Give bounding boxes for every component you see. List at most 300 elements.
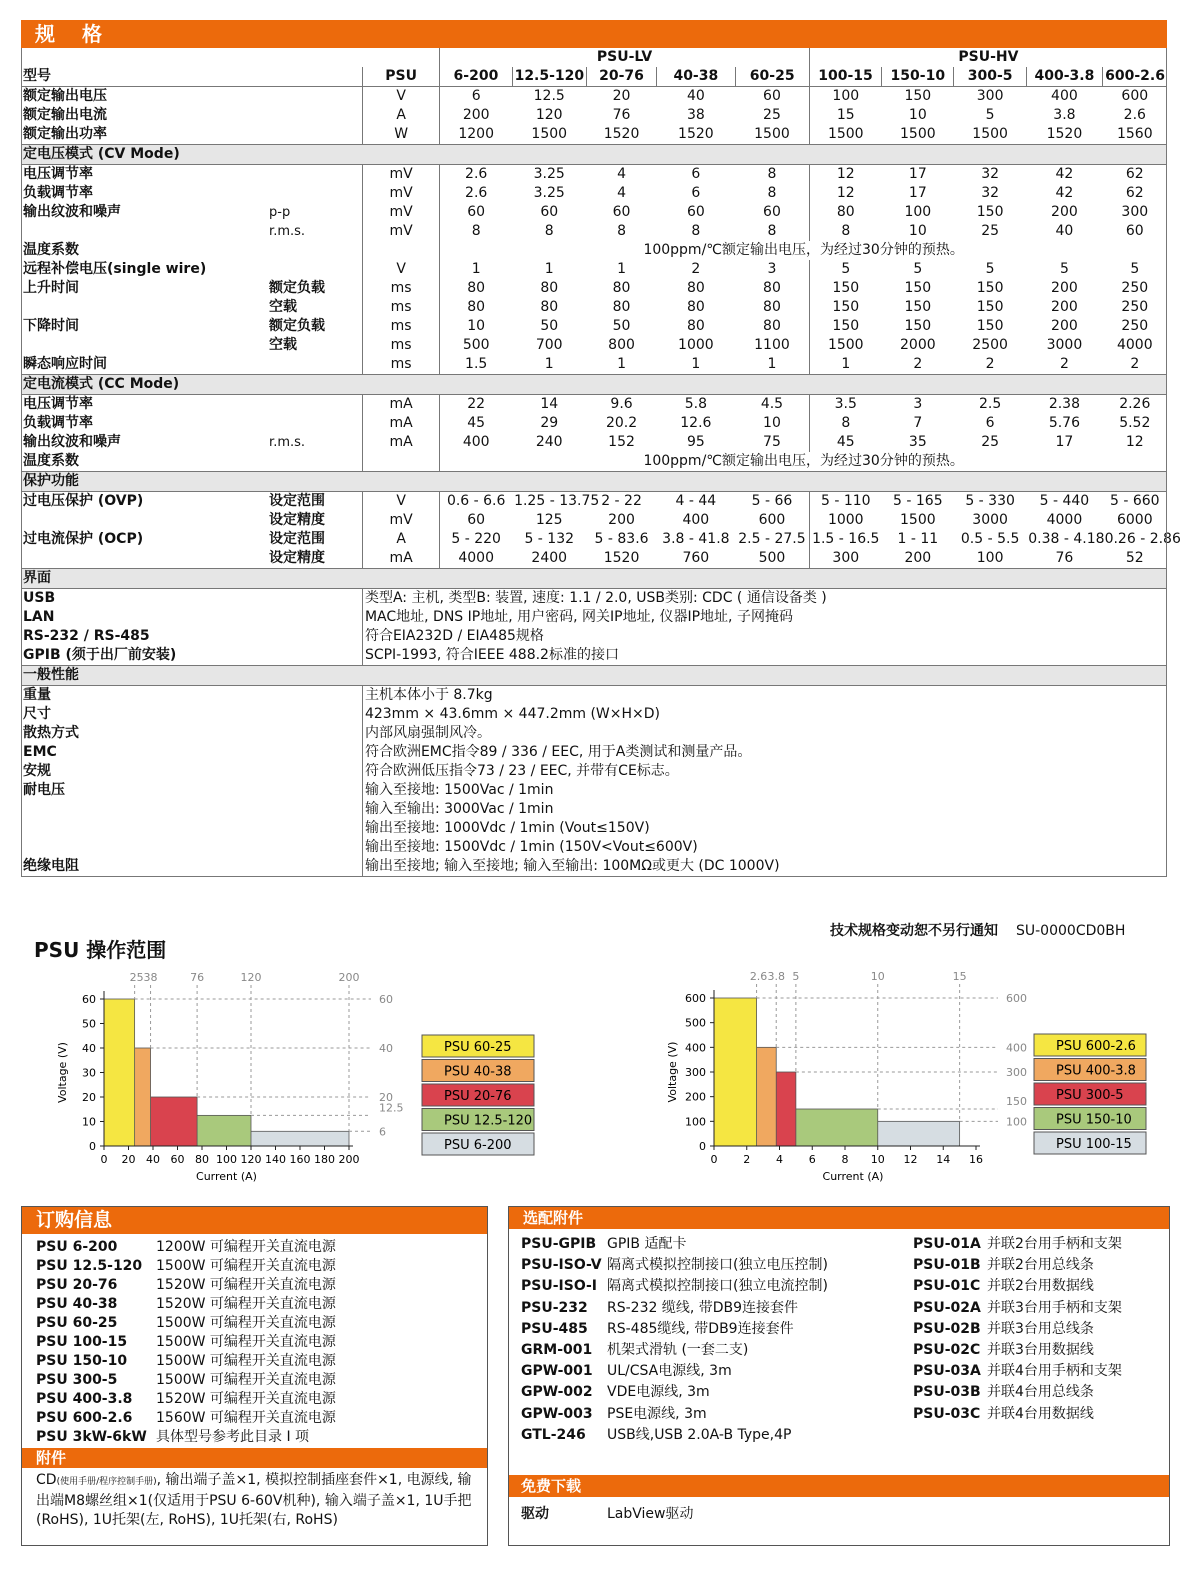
model-name: 600-2.6 [1103, 67, 1167, 87]
row-value: 4000 [1046, 512, 1083, 528]
row-label: EMC [23, 744, 57, 760]
row-text: 输出至接地: 1000Vdc / 1min (Vout≤150V) [362, 819, 1167, 838]
legend-label: PSU 40-38 [444, 1064, 512, 1080]
cv-row [21, 355, 1167, 375]
row-value: 250 [1121, 318, 1149, 334]
row-sub: p-p [269, 205, 291, 220]
download-title: 免费下载 [509, 1475, 1169, 1497]
model-label: 型号 [21, 67, 267, 87]
row-value: 5 - 110 [809, 492, 881, 512]
row-value: 4 - 44 [657, 492, 735, 512]
row-value: 5.52 [1119, 415, 1151, 431]
row-value: 40 [657, 87, 735, 107]
row-unit: A [362, 530, 439, 549]
cv-row [21, 222, 1167, 241]
row-value: 1 [657, 355, 735, 375]
row-value: 200 [608, 512, 635, 528]
row-label: 远程补偿电压(single wire) [23, 261, 207, 277]
spec-table [21, 48, 1181, 877]
row-value: 80 [809, 203, 881, 222]
row-value: 10 [440, 317, 512, 336]
row-value: 300 [954, 87, 1026, 107]
row-value: 4 [586, 165, 656, 185]
row-value: 17 [908, 185, 927, 201]
row-value: 12.5 [512, 87, 586, 107]
row-unit: mV [362, 203, 439, 222]
row-label: 重量 [21, 686, 362, 706]
row-text: 输入至接地: 1500Vac / 1min [362, 781, 1167, 800]
row-value: 5 - 440 [1026, 492, 1102, 512]
row-value: 150 [976, 204, 1004, 220]
row-value: 1500 [954, 125, 1026, 145]
row-value: 1 [617, 261, 626, 277]
row-sub [267, 260, 362, 279]
row-value: 250 [1121, 280, 1149, 296]
row-label [21, 838, 362, 857]
row-value: 2.6 [440, 184, 512, 203]
row-value: 2500 [972, 337, 1008, 353]
option-row [913, 1361, 1122, 1382]
row-label [21, 549, 267, 569]
row-value: 50 [612, 318, 631, 334]
row-unit [362, 241, 439, 260]
row-value: 45 [809, 433, 881, 452]
row-unit: mV [362, 184, 439, 203]
row-value: 150 [904, 280, 932, 296]
row-unit: W [362, 125, 439, 145]
row-value: 76 [612, 107, 631, 123]
option-row [521, 1361, 913, 1382]
options-right [913, 1234, 1122, 1446]
iface-row [21, 608, 1167, 627]
cc-section [21, 375, 1167, 395]
row-value: 1 [512, 355, 586, 375]
row-value: 14 [512, 395, 586, 415]
row-value: 8 [691, 223, 701, 239]
row-label: RS-232 / RS-485 [23, 628, 150, 644]
order-model: PSU 40-38 [36, 1296, 118, 1312]
row-value: 45 [440, 414, 512, 433]
x-tick-label: 10 [870, 1153, 885, 1166]
right-label: 400 [1006, 1041, 1027, 1055]
row-value: 1200 [440, 125, 512, 145]
row-value: 150 [809, 317, 881, 336]
row-value: 5.76 [1048, 415, 1080, 431]
option-desc: 隔离式模拟控制接口(独立电流控制) [607, 1278, 828, 1295]
row-value: 2400 [512, 549, 586, 569]
row-value: 5 [1059, 261, 1069, 277]
option-desc: RS-485缆线, 带DB9连接套件 [607, 1320, 794, 1337]
row-value: 6 [691, 185, 701, 201]
row-label: 上升时间 [23, 280, 79, 296]
row-label: 输出纹波和噪声 [23, 204, 121, 220]
row-value: 20 [586, 87, 656, 107]
row-value: 5 - 83.6 [594, 531, 649, 547]
row-value: 60 [763, 204, 781, 220]
option-model: PSU-GPIB [521, 1236, 597, 1252]
row-value: 25 [763, 107, 781, 123]
row-value: 62 [1125, 185, 1144, 201]
row-value: 32 [981, 185, 1000, 201]
row-value: 12 [809, 184, 881, 203]
order-row [36, 1333, 487, 1352]
model-name: 40-38 [657, 67, 735, 87]
row-sub: r.m.s. [269, 224, 306, 239]
prot-section-title: 保护功能 [21, 472, 1167, 492]
row-value: 2.6 [440, 165, 512, 185]
row-label: 负载调节率 [23, 415, 93, 431]
iface-row [21, 627, 1167, 646]
x-tick-label: 14 [936, 1153, 951, 1166]
row-value: 5 - 132 [524, 531, 575, 547]
prot-row [21, 492, 1167, 512]
row-value: 1 [735, 355, 809, 375]
order-row [36, 1238, 487, 1257]
row-value: 150 [809, 298, 881, 317]
row-value: 10 [908, 223, 927, 239]
row-value: 7 [913, 415, 923, 431]
x-tick-label: 0 [100, 1153, 108, 1166]
row-value: 5 [913, 261, 923, 277]
option-model: GPW-002 [521, 1384, 593, 1401]
legend-label: PSU 60-25 [444, 1040, 512, 1055]
row-unit: mA [362, 433, 439, 452]
option-row [913, 1276, 1122, 1297]
row-value: 80 [763, 318, 781, 334]
acc-cd: CD [36, 1472, 57, 1488]
rated-row [21, 87, 1167, 107]
row-text: MAC地址, DNS IP地址, 用户密码, 网关IP地址, 仪器IP地址, 子网掩码 [362, 608, 1167, 627]
y-axis-title: Voltage (V) [56, 1042, 69, 1103]
row-value: 3.25 [512, 165, 586, 185]
model-name: 150-10 [882, 67, 954, 87]
options-title: 选配附件 [509, 1207, 1169, 1229]
option-desc: 并联4台用总线条 [987, 1384, 1094, 1401]
row-value: 15 [809, 106, 881, 125]
row-value: 60 [540, 204, 559, 220]
row-label: LAN [23, 609, 55, 625]
row-value: 2.26 [1103, 395, 1167, 415]
row-sub: 设定范围 [267, 492, 362, 512]
group-row [21, 48, 1167, 67]
row-sub [267, 414, 362, 433]
row-value: 120 [535, 107, 563, 123]
right-label: 6 [379, 1125, 386, 1139]
row-value: 1520 [586, 125, 656, 145]
row-label: 绝缘电阻 [21, 857, 362, 877]
y-tick-label: 20 [82, 1091, 96, 1104]
y-tick-label: 10 [82, 1115, 96, 1129]
option-model: GPW-003 [521, 1405, 593, 1422]
option-row [913, 1382, 1122, 1403]
row-value: 150 [904, 318, 932, 334]
row-value: 8 [767, 223, 777, 239]
row-text: 符合欧洲低压指令73 / 23 / EEC, 并带有CE标志。 [362, 762, 1167, 781]
row-sub [267, 395, 362, 415]
row-value: 80 [686, 318, 705, 334]
row-sub: 空载 [269, 299, 298, 315]
order-desc: 1560W 可编程开关直流电源 [156, 1410, 336, 1426]
row-label: 散热方式 [23, 725, 79, 741]
option-desc: 机架式滑轨 (一套二支) [607, 1341, 749, 1358]
order-model: PSU 300-5 [36, 1372, 118, 1388]
option-model: PSU-01B [913, 1257, 981, 1274]
row-value: 400 [682, 512, 710, 528]
x-tick-label: 6 [808, 1153, 816, 1166]
rated-row [21, 106, 1167, 125]
option-model: PSU-485 [521, 1320, 588, 1337]
row-value: 80 [686, 299, 705, 315]
group-hv: PSU-HV [809, 48, 1167, 67]
row-value: 400 [440, 433, 512, 452]
row-value: 4000 [440, 549, 512, 569]
row-value: 2 [691, 261, 701, 277]
group-lv: PSU-LV [440, 48, 810, 67]
row-value: 1 - 11 [897, 531, 939, 547]
x-tick-label: 160 [289, 1153, 311, 1166]
row-value: 60 [612, 204, 631, 220]
y-tick-label: 400 [685, 1041, 706, 1055]
right-label: 60 [379, 993, 393, 1006]
row-value: 38 [686, 107, 705, 123]
row-sub: 额定负载 [269, 318, 326, 334]
x-tick-label: 140 [265, 1153, 286, 1166]
option-row [521, 1298, 913, 1319]
psu-label: PSU [362, 67, 439, 87]
cc-row [21, 452, 1167, 472]
top-label: 38 [143, 971, 158, 984]
row-value: 2.5 [954, 395, 1026, 415]
general-row [21, 857, 1167, 877]
row-value: 3000 [1046, 337, 1083, 353]
model-name: 100-15 [809, 67, 881, 87]
download-row [521, 1503, 694, 1523]
row-value: 5 [1130, 261, 1140, 277]
model-row [21, 67, 1167, 87]
row-value: 75 [763, 434, 781, 450]
row-label [21, 800, 362, 819]
top-label: 10 [870, 970, 885, 983]
x-tick-label: 20 [121, 1153, 136, 1166]
row-value: 10 [763, 415, 781, 431]
row-value: 150 [882, 87, 954, 107]
row-value: 40 [1055, 223, 1074, 239]
order-row [36, 1409, 487, 1428]
row-value: 2 [1103, 355, 1167, 375]
row-value: 1500 [900, 512, 936, 528]
row-value: 8 [767, 185, 777, 201]
option-model: PSU-01C [913, 1278, 981, 1295]
model-name: 60-25 [735, 67, 809, 87]
note-text: 技术规格变动恕不另行通知 [830, 923, 998, 939]
row-value: 300 [1121, 204, 1149, 220]
order-row [36, 1257, 487, 1276]
row-value: 12.6 [680, 415, 712, 431]
row-label: 温度系数 [23, 242, 79, 258]
row-label: GPIB (须于出厂前安装) [21, 646, 362, 666]
option-row [913, 1234, 1122, 1255]
download-item: LabView驱动 [607, 1506, 694, 1522]
row-label: 额定输出电压 [21, 87, 267, 107]
row-label: 温度系数 [21, 452, 267, 472]
x-tick-label: 16 [969, 1153, 983, 1166]
order-desc: 1520W 可编程开关直流电源 [156, 1296, 336, 1312]
row-value: 25 [981, 223, 1000, 239]
row-value: 6 [440, 87, 512, 107]
row-value: 80 [763, 280, 781, 296]
row-value: 32 [954, 165, 1026, 185]
option-model: GRM-001 [521, 1341, 593, 1358]
prot-row [21, 511, 1167, 530]
option-desc: GPIB 适配卡 [607, 1236, 687, 1252]
row-value: 25 [981, 434, 1000, 450]
cv-row [21, 279, 1167, 298]
right-label: 100 [1006, 1115, 1027, 1129]
row-value: 3 [882, 395, 954, 415]
row-text: 输出至接地: 1500Vdc / 1min (150V<Vout≤600V) [362, 838, 1167, 857]
row-value: 5.8 [657, 395, 735, 415]
row-value: 80 [440, 298, 512, 317]
order-model: PSU 150-10 [36, 1353, 128, 1369]
general-row [21, 743, 1167, 762]
legend-label: PSU 12.5-120 [444, 1113, 533, 1129]
row-value: 42 [1026, 165, 1102, 185]
general-row [21, 781, 1167, 800]
row-unit: mV [362, 511, 439, 530]
general-row [21, 724, 1167, 743]
row-span: 100ppm/℃额定输出电压，为经过30分钟的预热。 [440, 452, 1167, 472]
order-list [22, 1234, 487, 1447]
order-model: PSU 100-15 [36, 1334, 128, 1350]
general-row [21, 705, 1167, 724]
y-tick-label: 30 [82, 1066, 96, 1080]
option-desc: 并联4台用数据线 [987, 1405, 1094, 1422]
option-desc: 并联2台用总线条 [987, 1257, 1094, 1274]
cv-row [21, 203, 1167, 222]
row-unit: mA [362, 549, 439, 569]
cv-row [21, 336, 1167, 355]
row-value: 5 - 165 [882, 492, 954, 512]
legend-label: PSU 20-76 [444, 1089, 512, 1104]
row-sub [267, 87, 362, 107]
row-value: 1100 [754, 337, 790, 353]
spec-note [830, 920, 1125, 940]
options-left [521, 1234, 913, 1446]
iface-row [21, 589, 1167, 609]
row-unit: mV [362, 165, 439, 185]
row-label: 瞬态响应时间 [21, 355, 267, 375]
row-text: 符合EIA232D / EIA485规格 [362, 627, 1167, 646]
acc-small: (使用手册/程序控制手册) [56, 1477, 157, 1487]
legend-label: PSU 300-5 [1056, 1088, 1124, 1103]
option-desc: 并联4台用手柄和支架 [987, 1363, 1122, 1380]
row-value: 1.25 - 13.75 [514, 493, 600, 509]
row-text: 符合欧洲EMC指令89 / 336 / EEC, 用于A类测试和测量产品。 [362, 743, 1167, 762]
row-sub [267, 125, 362, 145]
cc-row [21, 414, 1167, 433]
row-value: 150 [976, 318, 1004, 334]
row-value: 150 [976, 299, 1004, 315]
row-value: 2.5 - 27.5 [738, 531, 806, 547]
row-value: 1560 [1103, 125, 1167, 145]
options-box [508, 1206, 1170, 1546]
row-value: 1.5 - 16.5 [809, 530, 881, 549]
row-value: 5 [985, 261, 995, 277]
row-value: 42 [1055, 185, 1074, 201]
acc-rest: , 输出端子盖×1, 模拟控制插座套件×1, 电源线, 输出端M8螺丝组×1(仅适用于PSU 6-60V机种), 输入端子盖×1, 1U手把(RoHS), 1U托架(左, RoHS), 1U托架(右, RoHS) [36, 1472, 472, 1528]
legend-label: PSU 100-15 [1056, 1137, 1132, 1152]
row-unit: mA [362, 414, 439, 433]
row-value: 3.5 [809, 395, 881, 415]
row-sub [267, 184, 362, 203]
row-label: 负载调节率 [23, 185, 93, 201]
range-rect [104, 999, 135, 1146]
row-value: 8 [735, 165, 809, 185]
row-value: 5 - 660 [1103, 492, 1167, 512]
row-value: 1520 [586, 549, 656, 569]
option-desc: 并联3台用手柄和支架 [987, 1299, 1122, 1316]
row-value: 300 [809, 549, 881, 569]
row-value: 400 [1026, 87, 1102, 107]
row-value: 1500 [809, 336, 881, 355]
row-unit: A [362, 106, 439, 125]
x-tick-label: 120 [240, 1153, 262, 1166]
x-tick-label: 8 [841, 1153, 849, 1166]
row-value: 100 [954, 549, 1026, 569]
row-value: 1 [809, 355, 881, 375]
top-label: 76 [190, 971, 205, 984]
general-row [21, 800, 1167, 819]
row-unit: V [362, 492, 439, 512]
option-model: PSU-03C [913, 1405, 981, 1422]
row-value: 8 [544, 223, 554, 239]
row-value: 200 [1051, 318, 1078, 334]
model-name: 12.5-120 [512, 67, 586, 87]
order-row [36, 1276, 487, 1295]
row-sub [267, 241, 362, 260]
row-value: 2 [882, 355, 954, 375]
model-name: 300-5 [954, 67, 1026, 87]
row-value: 60 [686, 204, 705, 220]
general-row [21, 838, 1167, 857]
row-text: 类型A: 主机, 类型B: 装置, 速度: 1.1 / 2.0, USB类别: CDC ( 通信设备类 ) [362, 589, 1167, 609]
download-label: 驱动 [521, 1506, 549, 1522]
order-row [36, 1428, 487, 1447]
x-tick-label: 180 [314, 1153, 335, 1166]
option-desc: RS-232 缆线, 带DB9连接套件 [607, 1299, 799, 1316]
row-value: 1500 [809, 125, 881, 145]
row-value: 5 - 330 [954, 492, 1026, 512]
blank-cell [21, 48, 440, 67]
row-label: 尺寸 [23, 706, 51, 722]
row-label [21, 336, 267, 355]
option-row [521, 1404, 913, 1425]
prot-row [21, 549, 1167, 569]
row-value: 2.6 [1123, 107, 1146, 123]
row-value: 4.5 [735, 395, 809, 415]
accessory-text [22, 1468, 487, 1530]
top-label: 15 [952, 970, 967, 983]
row-text: 输出至接地; 输入至接地; 输入至输出: 100MΩ或更大 (DC 1000V) [362, 857, 1167, 877]
row-value: 60 [440, 511, 512, 530]
order-row [36, 1390, 487, 1409]
row-value: 80 [763, 299, 781, 315]
row-value: 1000 [678, 337, 714, 353]
row-value: 2.38 [1026, 395, 1102, 415]
option-desc: UL/CSA电源线, 3m [607, 1363, 732, 1380]
row-value: 100 [904, 204, 932, 220]
y-tick-label: 300 [685, 1066, 706, 1079]
